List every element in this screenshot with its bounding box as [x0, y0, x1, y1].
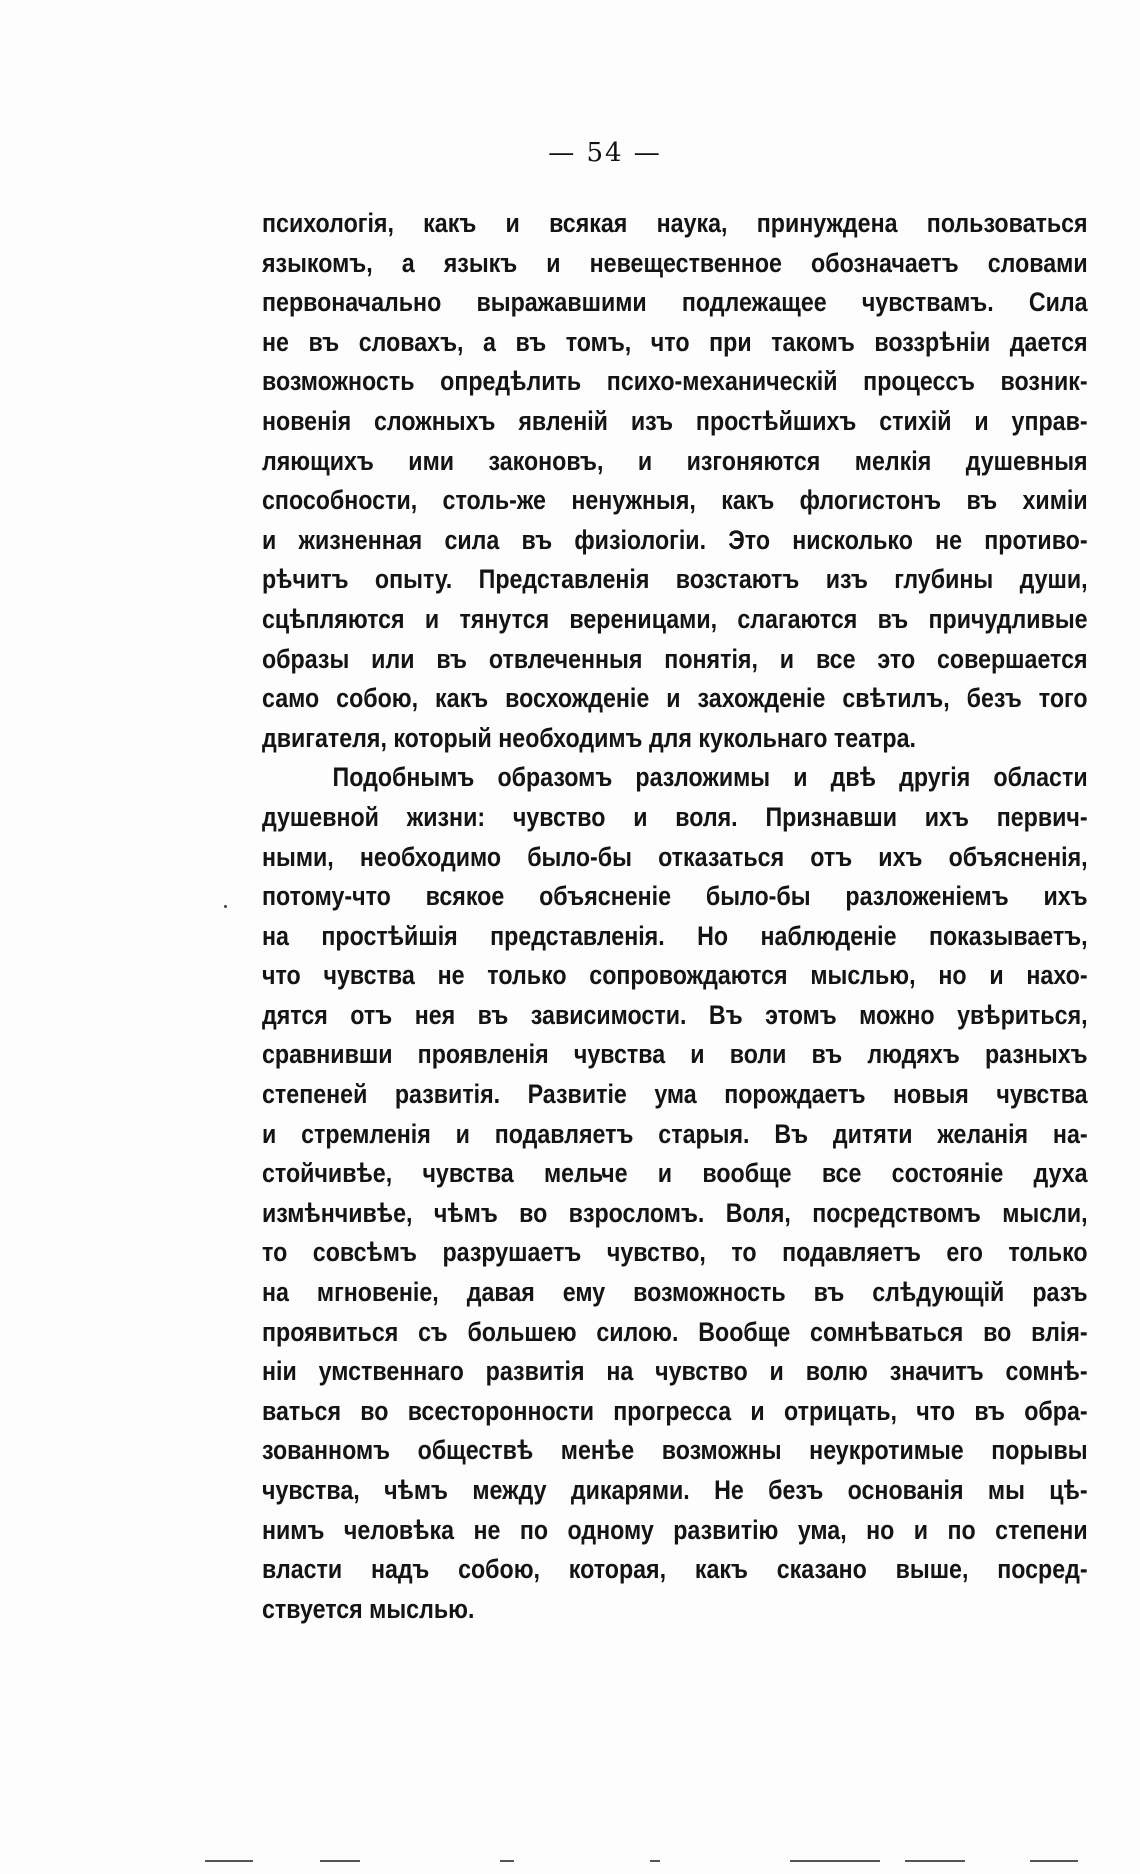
text-line: ваться во всесторонности прогресса и отрицать, что въ обра- [262, 1395, 1088, 1426]
text-line: сцѣпляются и тянутся вереницами, слагаются въ причудливые [262, 603, 1088, 634]
scan-artifact-rule [650, 1860, 660, 1862]
body-text [262, 204, 1088, 1629]
text-line: душевной жизни: чувство и воля. Признавши ихъ первич- [262, 801, 1088, 832]
text-line: само собою, какъ восхожденіе и захожденіе свѣтилъ, безъ того [262, 683, 1088, 714]
text-line: новенія сложныхъ явленій изъ простѣйшихъ стихій и управ- [262, 405, 1088, 436]
text-line: языкомъ, а языкъ и невещественное обозначаетъ словами [262, 247, 1088, 278]
text-line: нимъ человѣка не по одному развитію ума, но и по степени [262, 1514, 1088, 1545]
text-line: стойчивѣе, чувства мельче и вообще все состояніе духа [262, 1158, 1088, 1189]
scan-artifact-rule [905, 1860, 965, 1862]
text-line: и жизненная сила въ физіологіи. Это нисколько не противо- [262, 524, 1088, 555]
margin-mark [224, 905, 227, 908]
text-line: Подобнымъ образомъ разложимы и двѣ другія области [332, 762, 1088, 793]
scan-artifact-rule [320, 1860, 360, 1862]
text-line: измѣнчивѣе, чѣмъ во взросломъ. Воля, посредствомъ мысли, [262, 1197, 1088, 1228]
page-number: — 54 — [548, 138, 662, 168]
text-line: не въ словахъ, а въ томъ, что при такомъ воззрѣніи дается [262, 326, 1088, 357]
text-line: рѣчитъ опыту. Представленія возстаютъ изъ глубины души, [262, 564, 1088, 595]
text-line: на мгновеніе, давая ему возможность въ слѣдующій разъ [262, 1277, 1088, 1308]
text-line: ніи умственнаго развитія на чувство и волю значитъ сомнѣ- [262, 1356, 1088, 1387]
text-line: ными, необходимо было-бы отказаться отъ ихъ объясненія, [262, 841, 1088, 872]
text-line: потому-что всякое объясненіе было-бы разложеніемъ ихъ [262, 881, 1088, 912]
text-line: чувства, чѣмъ между дикарями. Не безъ основанія мы цѣ- [262, 1475, 1088, 1505]
scan-artifact-rule [1030, 1860, 1078, 1862]
text-line: двигателя, который необходимъ для кукольнаго театра. [262, 722, 916, 753]
text-line: проявиться съ большею силою. Вообще сомнѣваться во влія- [262, 1316, 1088, 1347]
paragraph-2 [262, 758, 1088, 1629]
text-line: образы или въ отвлеченныя понятія, и все это совершается [262, 643, 1088, 674]
text-line: ляющихъ ими законовъ, и изгоняются мелкія душевныя [262, 445, 1088, 476]
text-line: то совсѣмъ разрушаетъ чувство, то подавляетъ его только [262, 1237, 1088, 1268]
text-line: дятся отъ нея въ зависимости. Въ этомъ можно увѣриться, [262, 999, 1088, 1030]
text-line: первоначально выражавшими подлежащее чувствамъ. Сила [262, 287, 1088, 318]
text-line: ствуется мыслью. [262, 1593, 475, 1624]
paragraph-1 [262, 204, 1088, 758]
text-line: способности, столь-же ненужныя, какъ флогистонъ въ химіи [262, 485, 1088, 516]
text-line: и стремленія и подавляетъ старыя. Въ дитяти желанія на- [262, 1118, 1088, 1149]
text-line: зованномъ обществѣ менѣе возможны неукротимые порывы [262, 1435, 1088, 1466]
text-line: возможность опредѣлить психо-механическій процессъ возник- [262, 366, 1088, 397]
text-line: власти надъ собою, которая, какъ сказано выше, посред- [262, 1554, 1088, 1585]
scan-artifact-rule [500, 1860, 514, 1862]
text-line: что чувства не только сопровождаются мыслью, но и нахо- [262, 960, 1088, 991]
text-line: сравнивши проявленія чувства и воли въ людяхъ разныхъ [262, 1039, 1088, 1070]
scan-artifact-rule [790, 1860, 880, 1862]
scan-artifact-rule [205, 1860, 253, 1862]
text-line: степеней развитія. Развитіе ума порождаетъ новыя чувства [262, 1079, 1088, 1110]
text-line: психологія, какъ и всякая наука, принуждена пользоваться [262, 208, 1088, 238]
text-line: на простѣйшія представленія. Но наблюденіе показываетъ, [262, 920, 1088, 951]
